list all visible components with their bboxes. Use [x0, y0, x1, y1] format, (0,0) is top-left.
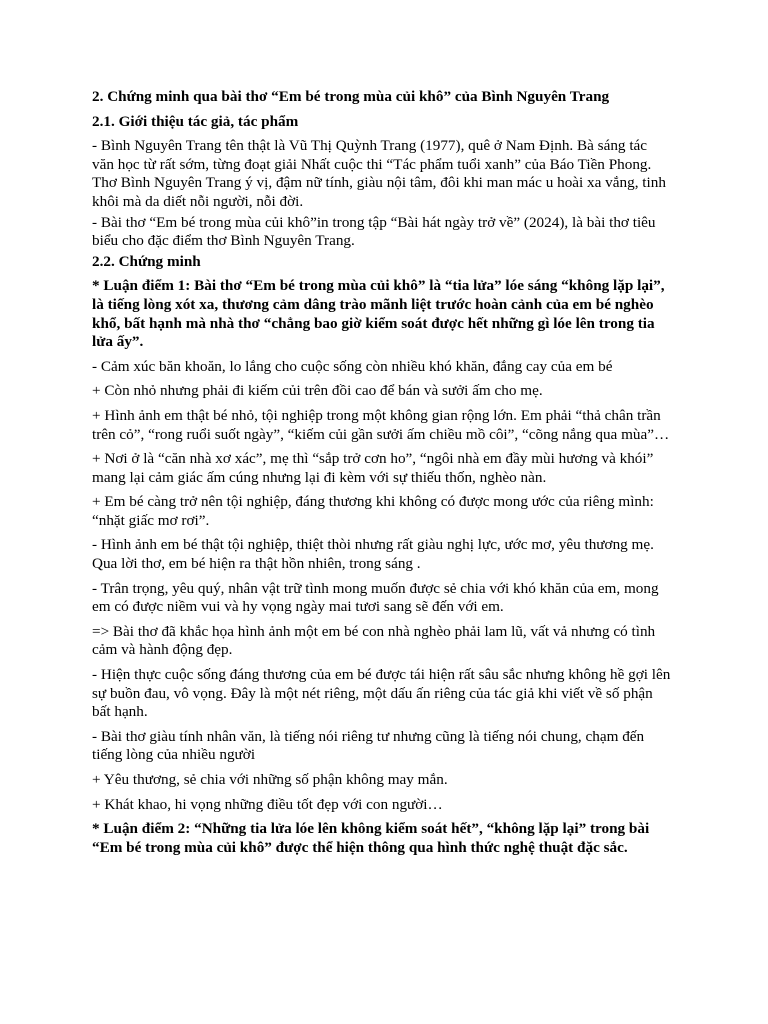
intro-paragraph-1: - Bình Nguyên Trang tên thật là Vũ Thị Quỳnh Trang (1977), quê ở Nam Định. Bà sáng tác văn học từ rất sớm, từng đoạt giải Nhất cuộc thi “Tác phẩm tuổi xanh” của Báo Tiền Phong. Thơ Bình Nguyên Trang ý vị, đậm nữ tính, giàu nội tâm, đôi khi man mác u hoài xa vắng, tinh khôi mà da diết nỗi người, nỗi đời.	[92, 137, 666, 210]
paragraph-9: - Hiện thực cuộc sống đáng thương của em bé được tái hiện rất sâu sắc nhưng không hề gợi lên sự buồn đau, vô vọng. Đây là một nét riêng, một dấu ấn riêng của tác giả khi viết về số phận bất hạnh.	[92, 666, 671, 721]
intro-paragraph-2: - Bài thơ “Em bé trong mùa củi khô”in trong tập “Bài hát ngày trở về” (2024), là bài thơ tiêu biểu cho đặc điểm thơ Bình Nguyên Trang.	[92, 213, 656, 250]
main-heading: 2. Chứng minh qua bài thơ “Em bé trong mùa củi khô” của Bình Nguyên Trang	[92, 88, 610, 105]
paragraph-4: + Nơi ở là “căn nhà xơ xác”, mẹ thì “sắp trở cơn ho”, “ngôi nhà em đầy mùi hương và khói” mang lại cảm giác ấm cúng nhưng lại đi kèm với sự thiếu thốn, nghèo nàn.	[92, 450, 654, 486]
paragraph-12: + Khát khao, hi vọng những điều tốt đẹp với con người…	[92, 795, 443, 813]
proof-heading: 2.2. Chứng minh	[92, 252, 201, 270]
paragraph-2: + Còn nhỏ nhưng phải đi kiếm củi trên đồi cao để bán và sưởi ấm cho mẹ.	[92, 382, 543, 400]
paragraph-5: + Em bé càng trở nên tội nghiệp, đáng thương khi không có được mong ước của riêng mình: “nhặt giấc mơ rơi”.	[92, 493, 654, 529]
paragraph-1: - Cảm xúc băn khoăn, lo lắng cho cuộc sống còn nhiều khó khăn, đắng cay của em bé	[92, 357, 613, 375]
paragraph-3: + Hình ảnh em thật bé nhỏ, tội nghiệp trong một không gian rộng lớn. Em phải “thả chân trần trên cỏ”, “rong ruổi suốt ngày”, “kiếm củi gần sưởi ấm chiều mồ côi”, “cõng nắng qua mùa”…	[92, 406, 670, 443]
paragraph-11: + Yêu thương, sẻ chia với những số phận không may mắn.	[92, 771, 448, 788]
paragraph-7: - Trân trọng, yêu quý, nhân vật trữ tình mong muốn được sẻ chia với khó khăn của em, mong em có được niềm vui và hy vọng ngày mai tươi sang sẽ đến với em.	[92, 579, 659, 616]
intro-heading: 2.1. Giới thiệu tác giả, tác phẩm	[92, 112, 299, 130]
paragraph-10: - Bài thơ giàu tính nhân văn, là tiếng nói riêng tư nhưng cũng là tiếng nói chung, chạm đến tiếng lòng của nhiều người	[92, 727, 645, 764]
point-1-heading: * Luận điểm 1: Bài thơ “Em bé trong mùa củi khô” là “tia lửa” lóe sáng “không lặp lại”, là tiếng lòng xót xa, thương cảm dâng trào mãnh liệt trước hoàn cảnh của em bé nghèo khổ, bất hạnh mà nhà thơ “chẳng bao giờ kiểm soát được hết những gì lóe lên trong tia lửa ấy”.	[92, 277, 665, 351]
point-2-heading: * Luận điểm 2: “Những tia lửa lóe lên không kiểm soát hết”, “không lặp lại” trong bài “Em bé trong mùa củi khô” được thể hiện thông qua hình thức nghệ thuật đặc sắc.	[92, 820, 650, 856]
paragraph-6: - Hình ảnh em bé thật tội nghiệp, thiệt thòi nhưng rất giàu nghị lực, ước mơ, yêu thương mẹ. Qua lời thơ, em bé hiện ra thật hồn nhiên, trong sáng .	[92, 536, 654, 573]
paragraph-8: => Bài thơ đã khắc họa hình ảnh một em bé con nhà nghèo phải lam lũ, vất vả nhưng có tình cảm và hành động đẹp.	[92, 622, 656, 659]
